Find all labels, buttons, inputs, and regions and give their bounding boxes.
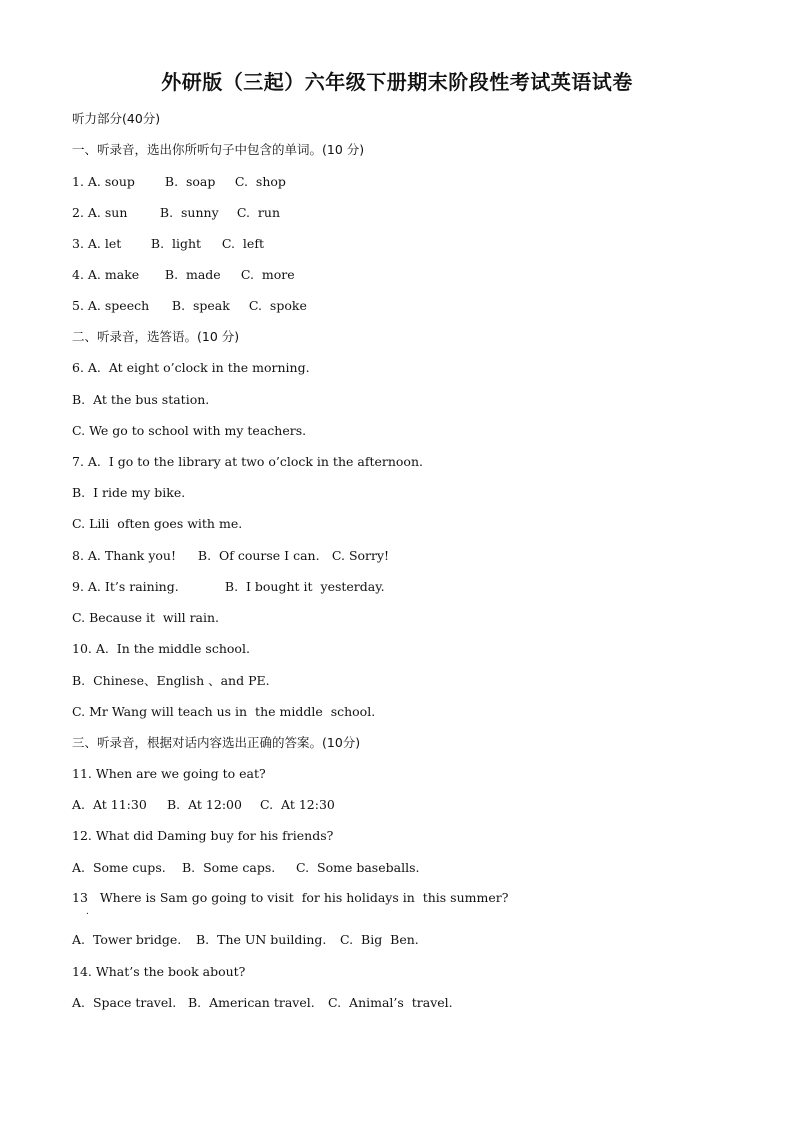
option-a: It’s raining. xyxy=(104,579,179,594)
question-13-options xyxy=(72,932,419,948)
question-11: 11. When are we going to eat? xyxy=(72,766,266,781)
question-11-options xyxy=(72,797,335,813)
question-number: 8. A. xyxy=(72,548,101,563)
option-a: A. Space travel. xyxy=(72,995,177,1010)
option-c: C. run xyxy=(236,205,281,220)
question-7-option-a: 7. A. I go to the library at two o’clock in the afternoon. xyxy=(72,454,423,469)
question-6-option-a: 6. A. At eight o’clock in the morning. xyxy=(72,360,310,375)
option-c: C. spoke xyxy=(248,298,307,313)
option-a: Thank you! xyxy=(104,548,176,563)
option-b: B. speak xyxy=(171,298,230,313)
section-3-heading: 三、听录音，根据对话内容选出正确的答案。(10分) xyxy=(72,735,361,750)
option-c: C. At 12:30 xyxy=(260,797,335,812)
question-number: 9. A. xyxy=(72,579,101,594)
question-number: 2. A. xyxy=(72,205,101,220)
question-7-option-b: B. I ride my bike. xyxy=(72,485,186,500)
section-1-heading: 一、听录音，选出你所听句子中包含的单词。(10 分) xyxy=(72,142,365,157)
option-b: B. sunny xyxy=(159,205,219,220)
question-8 xyxy=(72,548,389,564)
listening-part-label: 听力部分(40分) xyxy=(72,111,161,126)
question-12: 12. What did Daming buy for his friends? xyxy=(72,828,334,843)
option-b: B. Of course I can. xyxy=(197,548,320,563)
option-b: B. American travel. xyxy=(188,995,315,1010)
option-b: B. light xyxy=(150,236,202,251)
option-c: C. Some baseballs. xyxy=(296,860,420,875)
option-c: C. Animal’s travel. xyxy=(328,995,453,1010)
question-1 xyxy=(72,174,286,190)
option-b: B. I bought it yesterday. xyxy=(224,579,385,594)
option-b: B. The UN building. xyxy=(196,932,327,947)
question-5 xyxy=(72,298,307,314)
option-a: A. Tower bridge. xyxy=(72,932,182,947)
question-10-option-c: C. Mr Wang will teach us in the middle school. xyxy=(72,704,376,719)
option-a: make xyxy=(104,267,140,282)
page-title: 外研版（三起）六年级下册期末阶段性考试英语试卷 xyxy=(161,70,633,94)
question-4 xyxy=(72,267,295,283)
option-a: A. At 11:30 xyxy=(72,797,147,812)
section-2-heading: 二、听录音，选答语。(10 分) xyxy=(72,329,240,344)
question-number: 1. A. xyxy=(72,174,101,189)
option-a: soup xyxy=(104,174,135,189)
question-number: 5. A. xyxy=(72,298,101,313)
option-c: C. more xyxy=(240,267,295,282)
question-13: 13 Where is Sam go going to visit for his holidays in this summer? xyxy=(72,890,509,905)
question-14-options xyxy=(72,995,453,1011)
option-a: let xyxy=(104,236,122,251)
question-number: 3. A. xyxy=(72,236,101,251)
option-c: C. left xyxy=(221,236,264,251)
option-c: C. shop xyxy=(234,174,286,189)
question-2 xyxy=(72,205,280,221)
question-3 xyxy=(72,236,264,252)
question-6-option-b: B. At the bus station. xyxy=(72,392,210,407)
option-a: A. Some cups. xyxy=(72,860,166,875)
question-9 xyxy=(72,579,385,595)
option-a: speech xyxy=(104,298,150,313)
question-12-options xyxy=(72,860,419,876)
option-b: B. Some caps. xyxy=(182,860,276,875)
option-a: sun xyxy=(104,205,128,220)
question-7-option-c: C. Lili often goes with me. xyxy=(72,516,243,531)
question-number: 4. A. xyxy=(72,267,101,282)
question-10-option-a: 10. A. In the middle school. xyxy=(72,641,250,656)
option-c: C. Big Ben. xyxy=(340,932,419,947)
option-b: B. At 12:00 xyxy=(167,797,242,812)
question-10-option-b: B. Chinese、English 、and PE. xyxy=(72,673,270,688)
option-b: B. soap xyxy=(164,174,216,189)
question-14: 14. What’s the book about? xyxy=(72,964,246,979)
question-6-option-c: C. We go to school with my teachers. xyxy=(72,423,307,438)
question-9-option-c: C. Because it will rain. xyxy=(72,610,220,625)
option-b: B. made xyxy=(164,267,221,282)
option-c: C. Sorry! xyxy=(331,548,390,563)
stray-dot: . xyxy=(86,907,89,917)
